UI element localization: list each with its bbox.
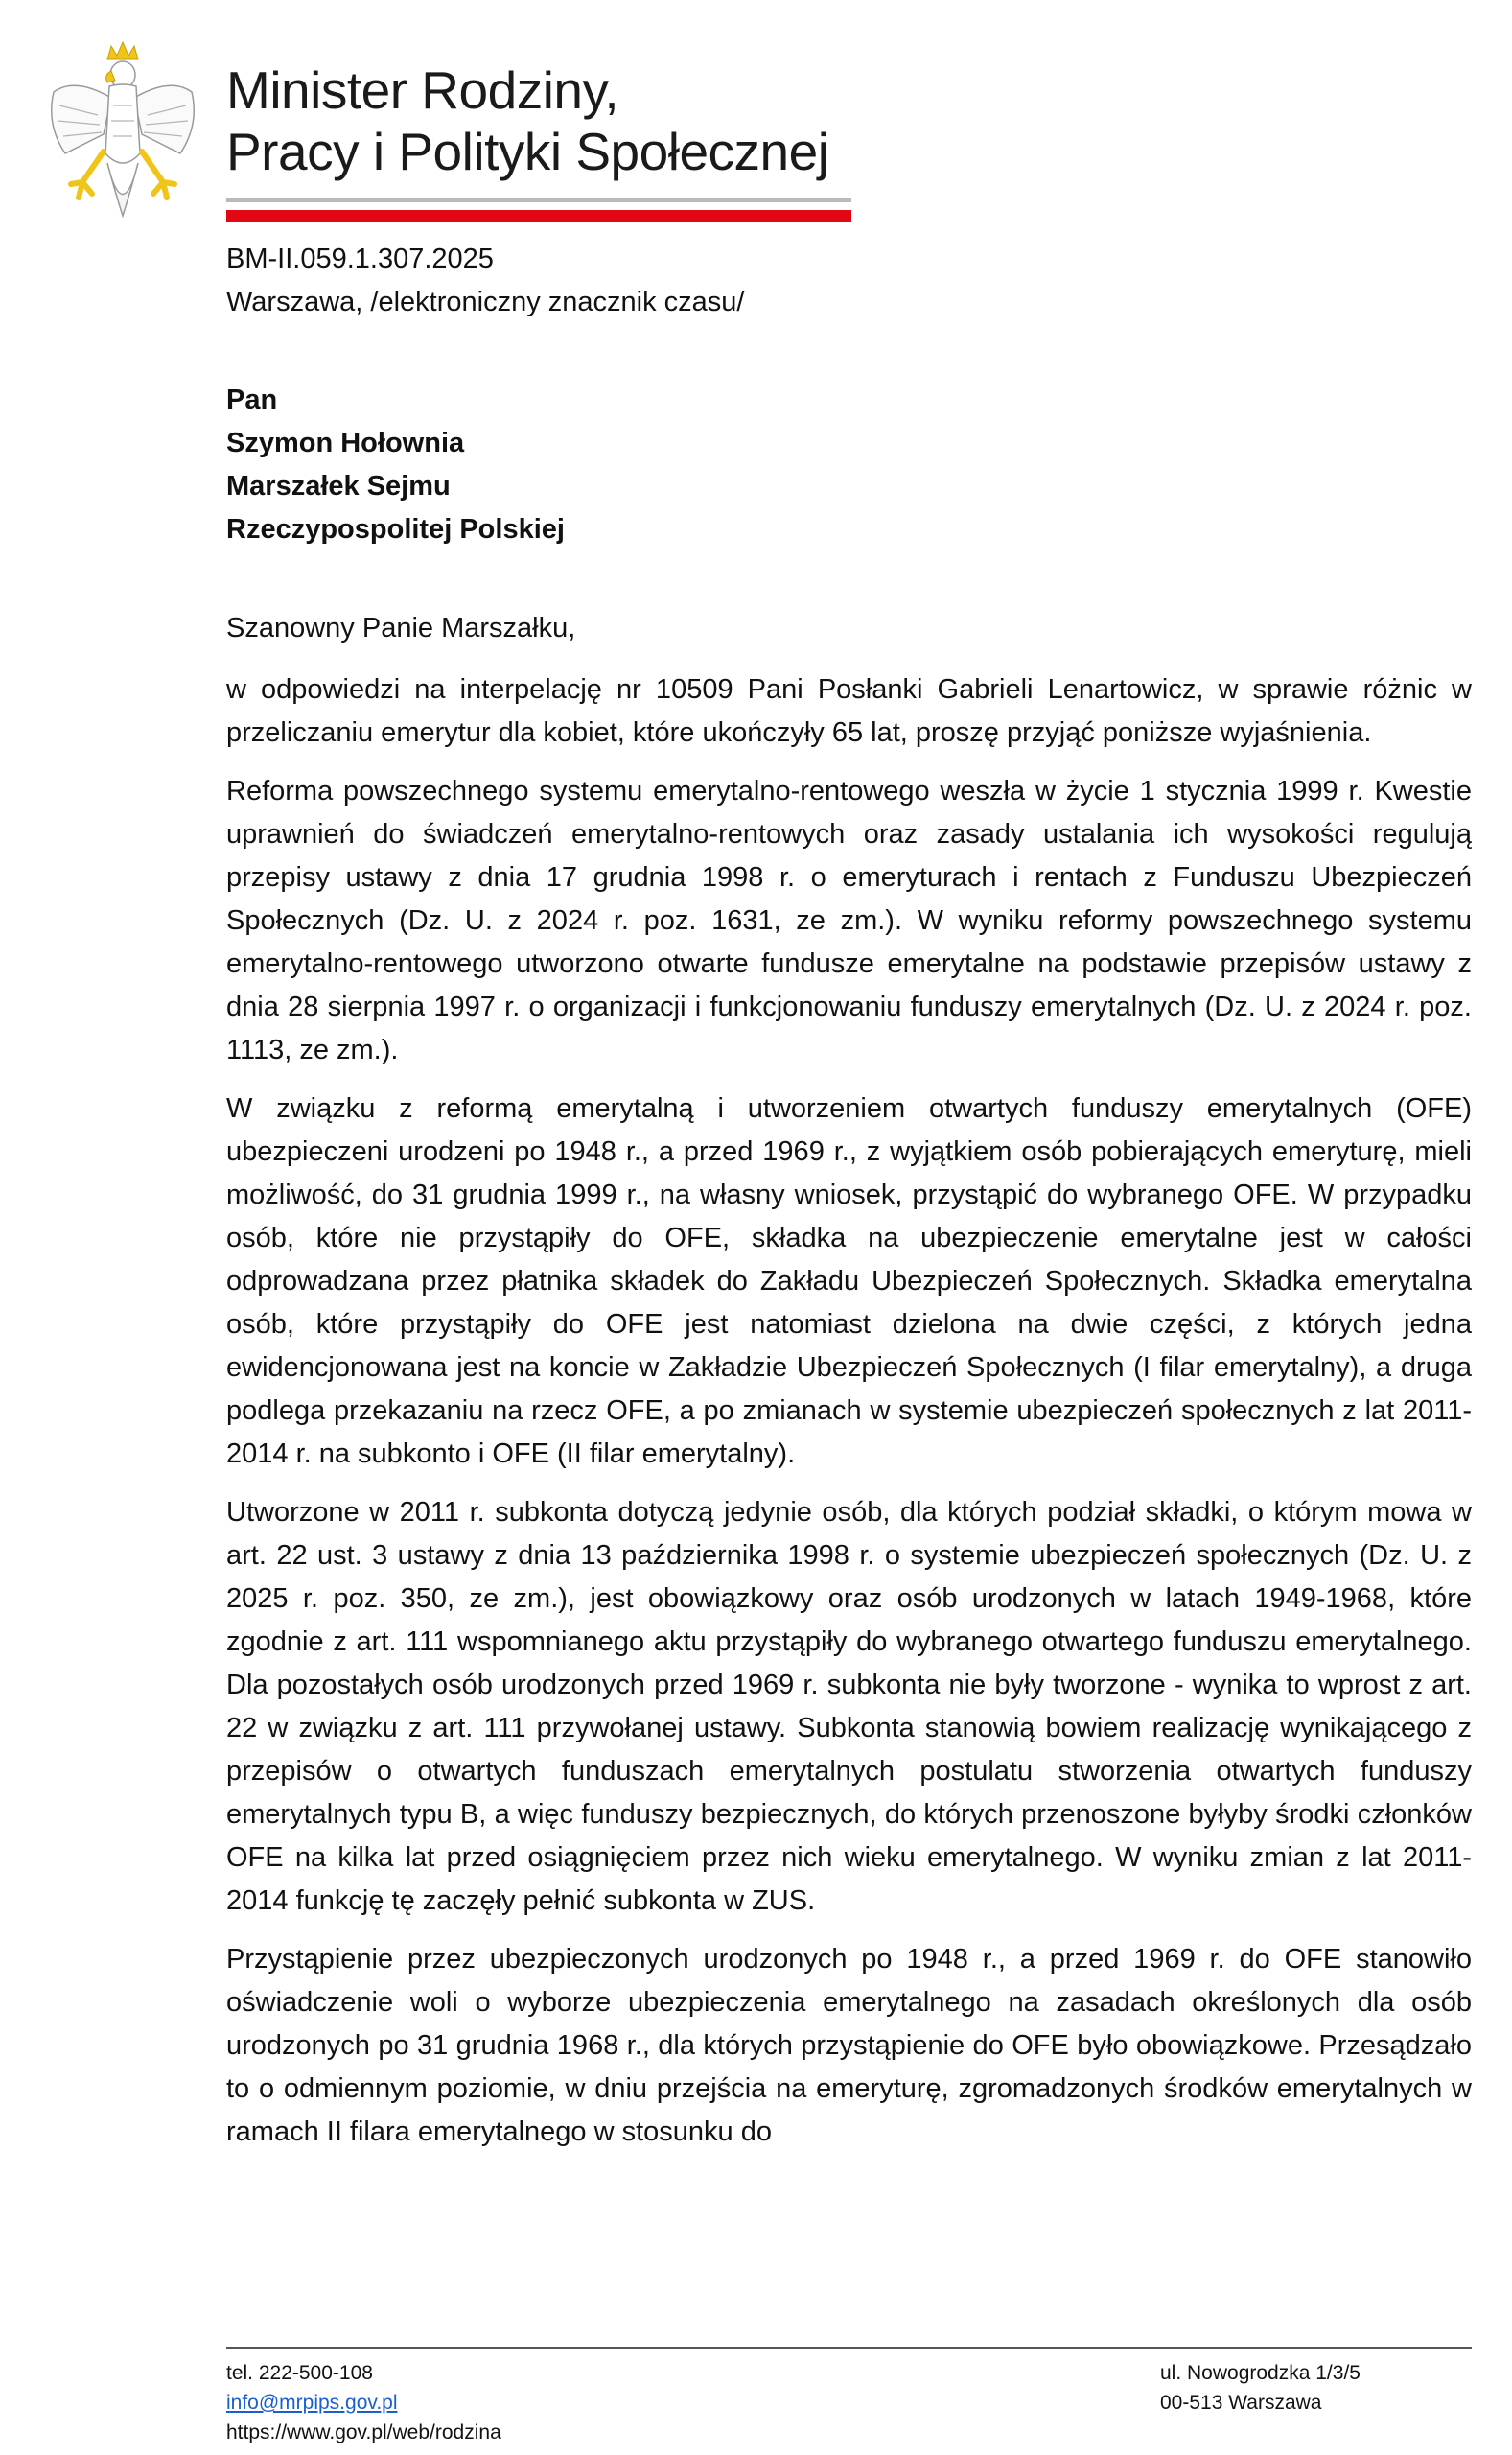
ministry-name-line1: Minister Rodziny, bbox=[226, 60, 619, 120]
footer-divider bbox=[226, 2347, 1472, 2349]
place-date: Warszawa, /elektroniczny znacznik czasu/ bbox=[226, 287, 745, 317]
body-paragraph: w odpowiedzi na interpelację nr 10509 Pani Posłanki Gabrieli Lenartowicz, w sprawie różnic w przeliczaniu emerytur dla kobiet, które ukończyły 65 lat, proszę przyjąć poniższe wyjaśnienia. bbox=[226, 674, 1472, 748]
addressee-block bbox=[226, 379, 565, 551]
salutation: Szanowny Panie Marszałku, bbox=[226, 613, 576, 643]
addressee-line: Rzeczypospolitej Polskiej bbox=[226, 514, 565, 545]
footer-website: https://www.gov.pl/web/rodzina bbox=[226, 2421, 501, 2443]
addressee-line: Pan bbox=[226, 385, 278, 415]
document-meta bbox=[226, 238, 744, 324]
footer-contact bbox=[226, 2358, 501, 2447]
body-paragraph: W związku z reformą emerytalną i utworzeniem otwartych funduszy emerytalnych (OFE) ubezpieczeni urodzeni po 1948 r., a przed 1969 r., z wyjątkiem osób pobierających emeryturę, mieli możliwość, do 31 grudnia 1999 r., na własny wniosek, przystąpić do wybranego OFE. W przypadku osób, które nie przystąpiły do OFE, składka na ubezpieczenie emerytalne jest w całości odprowadzana przez płatnika składek do Zakładu Ubezpieczeń Społecznych. Składka emerytalna osób, które przystąpiły do OFE jest natomiast dzielona na dwie części, z których jedna ewidencjonowana jest na koncie w Zakładzie Ubezpieczeń Społecznych (I filar emerytalny), a druga podlega przekazaniu na rzecz OFE, a po zmianach w systemie ubezpieczeń społecznych z lat 2011-2014 r. na subkonto i OFE (II filar emerytalny). bbox=[226, 1093, 1472, 1469]
addressee-line: Marszałek Sejmu bbox=[226, 471, 451, 502]
addressee-line: Szymon Hołownia bbox=[226, 428, 465, 458]
footer-email-link[interactable]: info@mrpips.gov.pl bbox=[226, 2392, 398, 2414]
flag-stripe-gray bbox=[226, 198, 851, 202]
body-paragraph: Utworzone w 2011 r. subkonta dotyczą jedynie osób, dla których podział składki, o którym mowa w art. 22 ust. 3 ustawy z dnia 13 października 1998 r. o systemie ubezpieczeń społecznych (Dz. U. z 2025 r. poz. 350, ze zm.), jest obowiązkowy oraz osób urodzonych w latach 1949-1968, które zgodnie z art. 111 wspomnianego aktu przystąpiły do wybranego otwartego funduszu emerytalnego. Dla pozostałych osób urodzonych przed 1969 r. subkonta nie były tworzone - wynika to wprost z art. 22 w związku z art. 111 przywołanej ustawy. Subkonta stanowią bowiem realizację wynikającego z przepisów o otwartych funduszach emerytalnych postulatu stworzenia otwartych funduszy emerytalnych typu B, a więc funduszy bezpiecznych, do których przenoszone byłyby środki członków OFE na kilka lat przed osiągnięciem przez nich wieku emerytalnego. W wyniku zmian z lat 2011-2014 funkcję tę zaczęły pełnić subkonta w ZUS. bbox=[226, 1497, 1472, 1916]
ministry-name-line2: Pracy i Polityki Społecznej bbox=[226, 122, 829, 181]
letter-body bbox=[226, 668, 1472, 2169]
footer-address-line1: ul. Nowogrodzka 1/3/5 bbox=[1160, 2362, 1361, 2384]
footer-phone: tel. 222-500-108 bbox=[226, 2362, 373, 2384]
footer-address-line2: 00-513 Warszawa bbox=[1160, 2392, 1322, 2414]
reference-number: BM-II.059.1.307.2025 bbox=[226, 244, 494, 274]
flag-stripe-red bbox=[226, 210, 851, 222]
body-paragraph: Reforma powszechnego systemu emerytalno-rentowego weszła w życie 1 stycznia 1999 r. Kwestie uprawnień do świadczeń emerytalno-rentowych oraz zasady ustalania ich wysokości regulują przepisy ustawy z dnia 17 grudnia 1998 r. o emeryturach i rentach z Funduszu Ubezpieczeń Społecznych (Dz. U. z 2024 r. poz. 1631, ze zm.). W wyniku reformy powszechnego systemu emerytalno-rentowego utworzono otwarte fundusze emerytalne na podstawie przepisów ustawy z dnia 28 sierpnia 1997 r. o organizacji i funkcjonowaniu funduszy emerytalnych (Dz. U. z 2024 r. poz. 1113, ze zm.). bbox=[226, 776, 1472, 1065]
body-paragraph: Przystąpienie przez ubezpieczonych urodzonych po 1948 r., a przed 1969 r. do OFE stanowiło oświadczenie woli o wyborze ubezpieczenia emerytalnego na zasadach określonych dla osób urodzonych po 31 grudnia 1968 r., dla których przystąpienie do OFE było obowiązkowe. Przesądzało to o odmiennym poziomie, w dniu przejścia na emeryturę, zgromadzonych środków emerytalnych w ramach II filara emerytalnego w stosunku do bbox=[226, 1944, 1472, 2147]
ministry-logo bbox=[36, 38, 871, 230]
polish-eagle-icon bbox=[36, 38, 209, 230]
ministry-name bbox=[226, 59, 828, 182]
footer-address bbox=[1160, 2358, 1361, 2418]
